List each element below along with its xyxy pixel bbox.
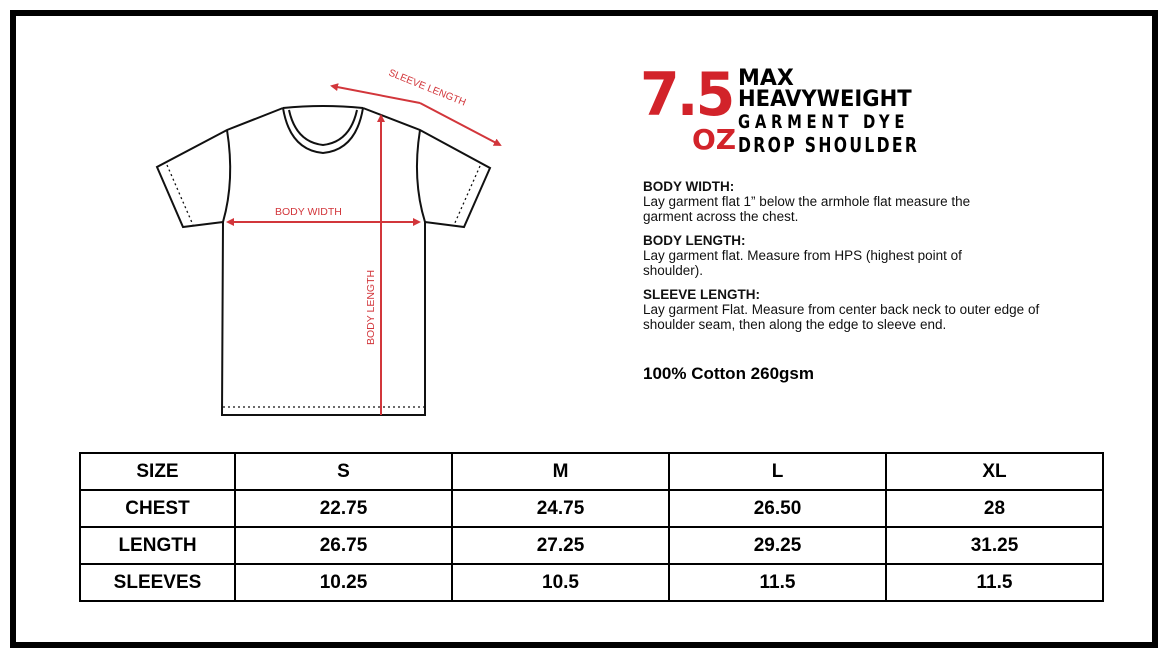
logo-line-max: MAX: [738, 66, 794, 91]
body-length-label: BODY LENGTH: [365, 269, 377, 345]
table-cell: 11.5: [886, 564, 1103, 601]
table-cell: CHEST: [80, 490, 235, 527]
table-cell: 11.5: [669, 564, 886, 601]
logo-line-heavyweight: HEAVYWEIGHT: [738, 87, 912, 112]
table-cell: 31.25: [886, 527, 1103, 564]
table-cell: M: [452, 453, 669, 490]
table-cell: L: [669, 453, 886, 490]
instruction-text: Lay garment flat 1” below the armhole flat measure the garment across the chest.: [643, 194, 971, 224]
tshirt-outline: [157, 106, 490, 415]
table-cell: XL: [886, 453, 1103, 490]
table-row: [80, 527, 1103, 564]
table-header-row: [80, 453, 1103, 490]
weight-number: 7.5: [640, 60, 733, 130]
table-cell: SIZE: [80, 453, 235, 490]
table-cell: S: [235, 453, 452, 490]
material-info: 100% Cotton 260gsm: [643, 364, 814, 383]
table-cell: 24.75: [452, 490, 669, 527]
table-cell: SLEEVES: [80, 564, 235, 601]
table-row: [80, 564, 1103, 601]
table-cell: 10.25: [235, 564, 452, 601]
instruction-title: SLEEVE LENGTH:: [643, 287, 761, 302]
table-cell: 26.75: [235, 527, 452, 564]
table-cell: LENGTH: [80, 527, 235, 564]
measure-arrows: [228, 86, 500, 415]
body-width-label: BODY WIDTH: [275, 206, 342, 218]
instruction-text: Lay garment flat. Measure from HPS (highest point of shoulder).: [643, 248, 962, 278]
table-cell: 22.75: [235, 490, 452, 527]
table-cell: 29.25: [669, 527, 886, 564]
instruction-title: BODY WIDTH:: [643, 179, 735, 194]
logo-line-garment-dye: GARMENT DYE: [738, 111, 910, 133]
instruction-title: BODY LENGTH:: [643, 233, 746, 248]
logo-line-drop-shoulder: DROP SHOULDER: [738, 133, 920, 157]
product-logo: [640, 60, 950, 161]
measurement-instructions: [643, 179, 1088, 341]
table-cell: 10.5: [452, 564, 669, 601]
table-cell: 28: [886, 490, 1103, 527]
sleeve-length-label: SLEEVE LENGTH: [386, 67, 468, 109]
table-row: [80, 490, 1103, 527]
instruction-text: Lay garment Flat. Measure from center back neck to outer edge of shoulder seam, then along the edge to sleeve end.: [643, 302, 1040, 332]
table-cell: 27.25: [452, 527, 669, 564]
weight-unit: OZ: [692, 123, 737, 156]
size-chart-table: [79, 452, 1104, 602]
table-cell: 26.50: [669, 490, 886, 527]
